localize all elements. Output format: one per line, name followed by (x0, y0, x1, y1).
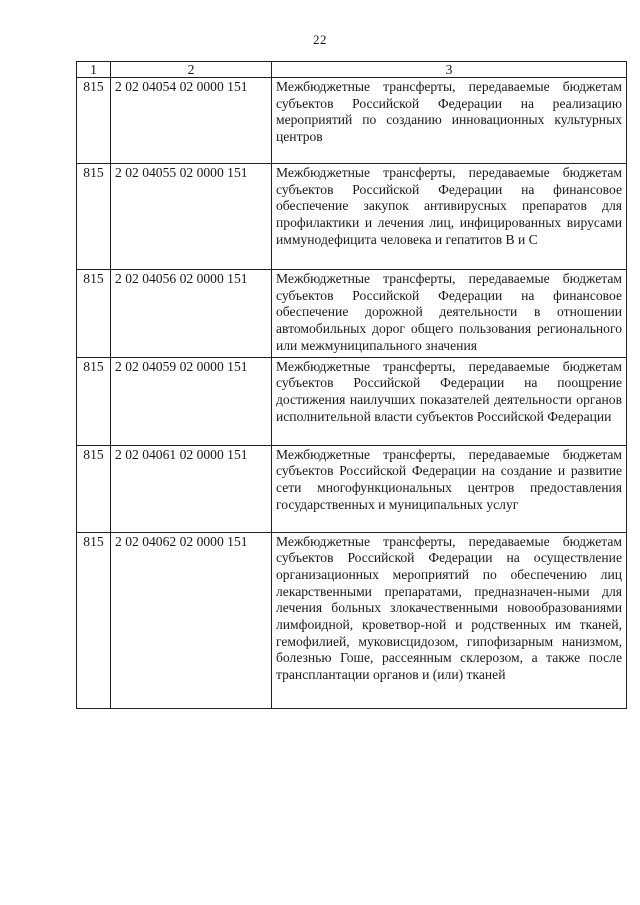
table-row (77, 164, 627, 270)
description-cell: Межбюджетные трансферты, передаваемые бюджетам субъектов Российской Федерации на реализацию мероприятий по созданию инновационных культурных центров (272, 78, 627, 164)
table-row (77, 78, 627, 164)
page-number: 22 (313, 32, 327, 47)
admin-code-cell: 815 (77, 270, 111, 358)
kbk-code-cell: 2 02 04054 02 0000 151 (111, 78, 272, 164)
column-header-2: 2 (111, 62, 272, 78)
description-cell: Межбюджетные трансферты, передаваемые бюджетам субъектов Российской Федерации на поощрение достижения наилучших показателей деятельности органов исполнительной власти субъектов Российской Федерации (272, 357, 627, 445)
kbk-code-cell: 2 02 04059 02 0000 151 (111, 357, 272, 445)
description-cell: Межбюджетные трансферты, передаваемые бюджетам субъектов Российской Федерации на финансовое обеспечение дорожной деятельности в отношении автомобильных дорог общего пользования регионального или межмуниципального значения (272, 270, 627, 358)
description-cell: Межбюджетные трансферты, передаваемые бюджетам субъектов Российской Федерации на создание и развитие сети многофункциональных центров предоставления государственных и муниципальных услуг (272, 445, 627, 532)
kbk-code-cell: 2 02 04055 02 0000 151 (111, 164, 272, 270)
description-cell: Межбюджетные трансферты, передаваемые бюджетам субъектов Российской Федерации на осуществление организационных мероприятий по обеспечению лиц лекарственными препаратами, предназначен-ными для лечения больных злокачественными новообразованиями лимфоидной, кроветвор-ной и родственных им тканей, гемофилией, муковисцидозом, гипофизарным нанизмом, болезнью Гоше, рассеянным склерозом, а также после трансплантации органов и (или) тканей (272, 532, 627, 708)
admin-code-cell: 815 (77, 357, 111, 445)
table-row (77, 357, 627, 445)
admin-code-cell: 815 (77, 532, 111, 708)
table-row (77, 532, 627, 708)
column-header-3: 3 (272, 62, 627, 78)
kbk-code-cell: 2 02 04062 02 0000 151 (111, 532, 272, 708)
description-cell: Межбюджетные трансферты, передаваемые бюджетам субъектов Российской Федерации на финансовое обеспечение закупок антивирусных препаратов для профилактики и лечения лиц, инфицированных вирусами иммунодефицита человека и гепатитов В и С (272, 164, 627, 270)
table-row (77, 270, 627, 358)
table-header-row (77, 62, 627, 78)
budget-classification-table (76, 61, 627, 709)
admin-code-cell: 815 (77, 445, 111, 532)
kbk-code-cell: 2 02 04056 02 0000 151 (111, 270, 272, 358)
kbk-code-cell: 2 02 04061 02 0000 151 (111, 445, 272, 532)
table-row (77, 445, 627, 532)
admin-code-cell: 815 (77, 78, 111, 164)
admin-code-cell: 815 (77, 164, 111, 270)
column-header-1: 1 (77, 62, 111, 78)
